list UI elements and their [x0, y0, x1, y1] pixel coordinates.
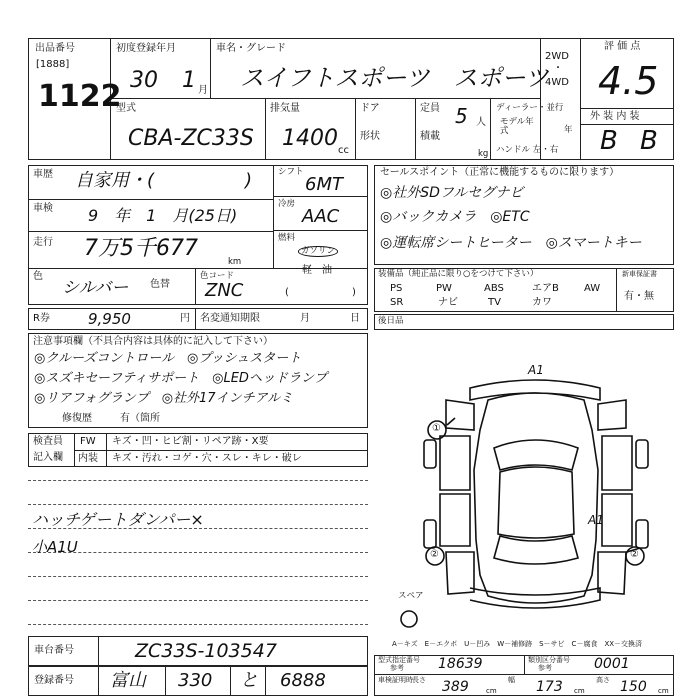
drive-dot: ・	[553, 63, 563, 74]
registration-area: 富山	[110, 670, 146, 691]
km-unit: km	[228, 257, 242, 267]
type-cert-ref: 参考	[390, 664, 404, 672]
damage-legend: A－キズ E－エクボ U－凹み W－補修跡 S－サビ C－腐食 XX－交換済	[392, 640, 643, 648]
load-label: 積載	[420, 131, 440, 142]
year-unit: 年	[564, 125, 573, 135]
color-code: ZNC	[205, 280, 244, 301]
exterior-grade: B	[600, 126, 618, 156]
type-cert-value: 18639	[438, 656, 483, 672]
inspector-label-1: 検査員	[33, 436, 63, 447]
dealer-label: ディーラー・並行	[496, 103, 564, 113]
grade-score: 4.5	[598, 59, 659, 103]
category-value: 0001	[594, 656, 630, 672]
fuel-alt: 軽 油	[302, 265, 332, 276]
month-unit: 月	[198, 85, 208, 96]
lot-number: 1122	[38, 79, 122, 114]
length-unit: cm	[486, 687, 497, 695]
fuel-label: 燃料	[278, 233, 296, 243]
chassis-label: 車台番号	[34, 645, 74, 656]
equip-sr: SR	[390, 297, 404, 308]
warranty-label: 新車保証書	[622, 270, 657, 278]
sales-point-3: ◎運転席シートヒーター ◎スマートキー	[380, 235, 642, 251]
width-value: 173	[536, 679, 563, 695]
model-value: CBA-ZC33S	[128, 126, 254, 151]
note-1: ◎クルーズコントロール ◎プッシュスタート	[34, 351, 302, 366]
color-value: シルバー	[62, 278, 129, 298]
door-label: ドア	[360, 103, 380, 114]
repair-label: 修復歴	[62, 413, 92, 424]
displacement-label: 排気量	[270, 103, 300, 114]
ac-label: 冷房	[278, 199, 296, 209]
history-close: )	[245, 170, 253, 191]
mileage-label: 走行	[33, 237, 53, 248]
spare-label: スペア	[398, 591, 424, 601]
person-unit: 人	[476, 117, 486, 128]
car-name-label: 車名・グレード	[216, 43, 286, 54]
equip-navi: ナビ	[438, 297, 458, 308]
inspection-value: 9 年 1 月(25日)	[88, 206, 238, 225]
handwritten-note-2: 小A1U	[32, 538, 78, 556]
displacement-value: 1400	[282, 126, 338, 151]
width-label: 幅	[508, 676, 515, 684]
note-2: ◎スズキセーフティサポート ◎LEDヘッドランプ	[34, 371, 327, 386]
drive-4wd: 4WD	[545, 77, 569, 88]
width-unit: cm	[574, 687, 585, 695]
later-items-label: 後日品	[378, 316, 404, 326]
shape-label: 形状	[360, 131, 380, 142]
capacity-label: 定員	[420, 103, 440, 114]
chassis-value: ZC33S-103547	[135, 640, 277, 662]
inspection-label: 車検	[33, 203, 53, 214]
length-label: 長さ	[412, 676, 426, 684]
tax-label: 名変通知期限	[200, 313, 260, 324]
mileage-value: 7万5千677	[84, 236, 198, 261]
first-reg-label: 初度登録年月	[116, 43, 176, 54]
capacity-value: 5	[455, 104, 468, 128]
kg-unit: kg	[478, 149, 489, 159]
mark-roof-a1: A1	[588, 513, 604, 527]
tax-month: 月	[300, 313, 310, 324]
fuel-value: ガソリン	[298, 246, 338, 257]
car-name: スイフトスポーツ スポーツ	[240, 64, 549, 92]
equip-abs: ABS	[484, 283, 504, 294]
sales-point-2: ◎バックカメラ ◎ETC	[380, 209, 530, 225]
registration-class: 330	[178, 670, 213, 691]
note-3: ◎リアフォグランプ ◎社外17インチアルミ	[34, 391, 294, 406]
history-label: 車歴	[33, 169, 53, 180]
shift-label: シフト	[278, 167, 304, 177]
height-label: 高さ	[596, 676, 610, 684]
repair-value: 有（箇所	[120, 413, 160, 424]
ac-value: AAC	[302, 206, 340, 227]
registration-number: 6888	[280, 670, 326, 691]
sales-point-1: ◎社外SDフルセグナビ	[380, 185, 524, 201]
height-value: 150	[620, 679, 647, 695]
equip-pw: PW	[436, 283, 452, 294]
inspector-fw-items: キズ・凹・ヒビ割・リペア跡・X要	[112, 436, 269, 447]
category-ref: 参考	[538, 664, 552, 672]
history-value: 自家用・(	[75, 170, 155, 191]
first-reg-month: 1	[182, 68, 196, 93]
lot-code: [1888]	[36, 59, 70, 70]
equipment-label: 装備品（純正品に限り○をつけて下さい）	[378, 269, 539, 279]
mark-rr-2: ②	[630, 549, 639, 560]
fuel-paren-close: )	[352, 287, 356, 298]
height-unit: cm	[658, 687, 669, 695]
shift-value: 6MT	[305, 174, 343, 195]
lot-no-label: 出品番号	[35, 43, 75, 54]
mark-fl-1: ①	[432, 423, 441, 434]
mark-front-a1: A1	[528, 363, 544, 377]
fuel-paren-open: (	[285, 287, 289, 298]
tax-day: 日	[350, 313, 360, 324]
color-label: 色	[33, 271, 43, 282]
handle-label: ハンドル 左・右	[496, 145, 559, 155]
length-value: 389	[442, 679, 469, 695]
mark-rl-2: ②	[430, 549, 439, 560]
drive-2wd: 2WD	[545, 51, 569, 62]
registration-label: 登録番号	[34, 675, 74, 686]
interior-grade: B	[640, 126, 658, 156]
model-year-label: モデル年式	[500, 117, 534, 136]
category-label: 類別区分番号	[528, 656, 570, 664]
equip-aw: AW	[584, 283, 601, 294]
inspector-label-2: 記入欄	[33, 452, 63, 463]
color-code-label: 色コード	[200, 271, 235, 281]
handwritten-note-1: ハッチゲートダンパー×	[32, 510, 204, 529]
equip-airbag: エアB	[532, 283, 559, 294]
size-label: 車検証明時	[378, 676, 413, 684]
inspector-fw-label: FW	[80, 436, 96, 447]
equip-ps: PS	[390, 283, 403, 294]
inspector-int-label: 内装	[78, 453, 98, 464]
cc-unit: cc	[338, 145, 349, 156]
notes-label: 注意事項欄（不具合内容は具体的に記入して下さい）	[33, 336, 273, 347]
recycle-label: R券	[33, 313, 50, 324]
model-label: 型式	[116, 103, 136, 114]
grade-label: 評 価 点	[604, 41, 641, 52]
inspector-int-items: キズ・汚れ・コゲ・穴・スレ・キレ・破レ	[112, 453, 302, 464]
first-reg-year: 30	[130, 68, 158, 93]
type-cert-label: 型式指定番号	[378, 656, 420, 664]
ext-int-label: 外 装 内 装	[590, 111, 640, 122]
equip-tv: TV	[488, 297, 501, 308]
sales-points-label: セールスポイント（正常に機能するものに限ります）	[380, 167, 620, 178]
warranty-value: 有・無	[624, 291, 654, 302]
color-change-label: 色替	[150, 279, 170, 290]
equip-leather: カワ	[532, 297, 552, 308]
yen-unit: 円	[180, 313, 190, 324]
recycle-value: 9,950	[88, 310, 131, 328]
registration-kana: と	[240, 670, 258, 691]
